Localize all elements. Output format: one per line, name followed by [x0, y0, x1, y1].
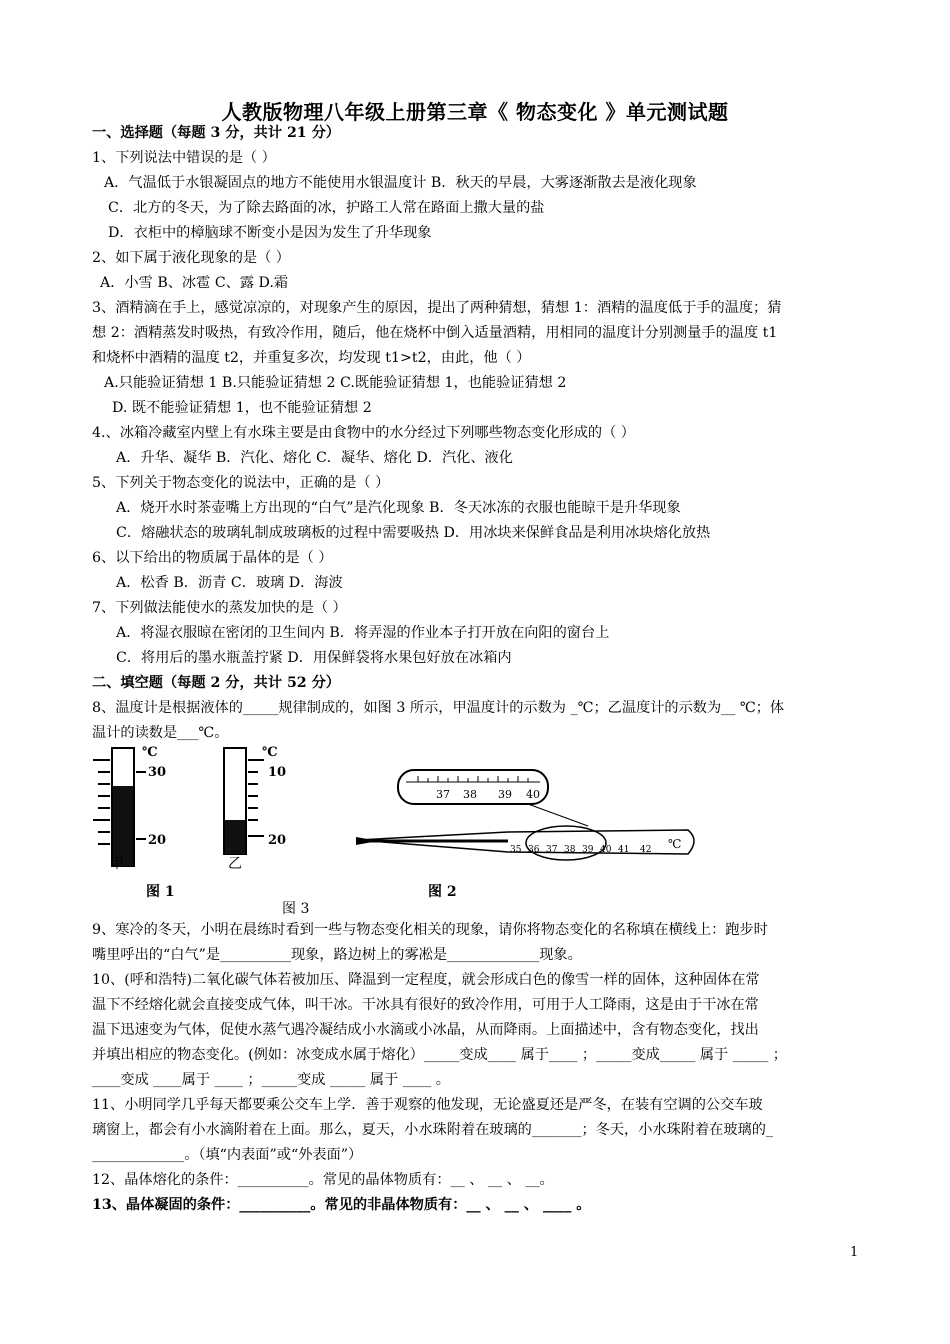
question-10-line-4: 并填出相应的物态变化。(例如：冰变成水属于熔化）_____变成____ 属于____ ；_____变成_____ 属于 _____ ；: [92, 1047, 787, 1063]
body-tick-42: 42: [640, 845, 652, 855]
body-tick-36: 36: [528, 845, 540, 855]
question-8-line-2: 温计的读数是___℃。: [92, 725, 229, 741]
clinical-thermometer: [356, 770, 694, 860]
body-tick-40: 40: [600, 845, 612, 855]
question-9-line-2: 嘴里呼出的“白气”是__________现象，路边树上的雾凇是_____________现象。: [92, 947, 582, 963]
section-1-heading: 一、选择题（每题 3 分，共计 21 分）: [92, 125, 340, 141]
q3-options-abc: A.只能验证猜想 1 B.只能验证猜想 2 C.既能验证猜想 1，也能验证猜想 2: [104, 375, 567, 391]
figure-1-label: 图 1: [146, 884, 175, 900]
body-tick-35: 35: [510, 845, 522, 855]
yi-unit: ℃: [262, 745, 278, 760]
section-2-heading: 二、填空题（每题 2 分，共计 52 分）: [92, 675, 340, 691]
question-3-line-2: 想 2：酒精蒸发时吸热，有致冷作用，随后，他在烧杯中倒入适量酒精，用相同的温度计分别测量手的温度 t1: [92, 325, 778, 341]
figure-caption: 图 3: [282, 901, 310, 917]
jia-unit: ℃: [142, 745, 158, 760]
question-3-line-1: 3、酒精滴在手上，感觉凉凉的，对现象产生的原因，提出了两种猜想，猜想 1：酒精的温度低于手的温度；猜: [92, 300, 782, 316]
question-3-line-3: 和烧杯中酒精的温度 t2，并重复多次，均发现 t1>t2，由此，他（ ）: [92, 350, 531, 366]
body-tick-38: 38: [564, 845, 576, 855]
question-11-line-2: 璃窗上，都会有小水滴附着在上面。那么，夏天，小水珠附着在玻璃的_______；冬天，小水珠附着在玻璃的_: [92, 1122, 774, 1138]
question-1: 1、下列说法中错误的是（ ）: [92, 150, 276, 166]
body-tick-37: 37: [546, 845, 558, 855]
body-tick-41: 41: [618, 845, 630, 855]
q4-options: A．升华、凝华 B．汽化、熔化 C．凝华、熔化 D．汽化、液化: [116, 450, 513, 466]
q1-option-c: C．北方的冬天，为了除去路面的冰，护路工人常在路面上撒大量的盐: [108, 200, 545, 216]
body-tick-39: 39: [582, 845, 594, 855]
jia-bottom-label: 20: [148, 833, 167, 848]
q3-option-d: D. 既不能验证猜想 1，也不能验证猜想 2: [112, 400, 372, 416]
q7-options-cd: C．将用后的墨水瓶盖拧紧 D．用保鲜袋将水果包好放在冰箱内: [116, 650, 512, 666]
q1-option-d: D．衣柜中的樟脑球不断变小是因为发生了升华现象: [108, 225, 432, 241]
thermometer-figure: [88, 740, 708, 900]
question-13: 13、晶体凝固的条件：__________。常见的非晶体物质有：__ 、 __ 、 ____ 。: [92, 1197, 591, 1213]
question-4: 4.、冰箱冷藏室内壁上有水珠主要是由食物中的水分经过下列哪些物态变化形成的（ ）: [92, 425, 635, 441]
yi-name: 乙: [228, 856, 242, 872]
zoom-tick-40: 40: [526, 788, 540, 801]
question-11-line-3: _____________。（填“内表面”或“外表面”）: [92, 1147, 363, 1163]
thermometer-yi: [224, 745, 286, 872]
q6-options: A．松香 B．沥青 C．玻璃 D．海波: [116, 575, 343, 591]
zoom-tick-39: 39: [498, 788, 512, 801]
body-unit: ℃: [668, 837, 682, 851]
thermometer-jia: [93, 745, 166, 872]
q1-options-ab: A．气温低于水银凝固点的地方不能使用水银温度计 B．秋天的早晨，大雾逐渐散去是液化现象: [104, 175, 697, 191]
question-5: 5、下列关于物态变化的说法中，正确的是（ ）: [92, 475, 390, 491]
page-number: 1: [850, 1245, 859, 1260]
question-12: 12、晶体熔化的条件：__________。常见的晶体物质有：__ 、 __ 、 __。: [92, 1172, 554, 1188]
page-title: 人教版物理八年级上册第三章《 物态变化 》单元测试题: [221, 100, 729, 124]
question-10-line-5: ____变成 ____属于 ____ ；_____变成 _____ 属于 ____ 。: [92, 1072, 450, 1088]
jia-top-label: 30: [148, 765, 167, 780]
figure-2-label: 图 2: [428, 884, 457, 900]
question-9-line-1: 9、寒冷的冬天，小明在晨练时看到一些与物态变化相关的现象，请你将物态变化的名称填在横线上：跑步时: [92, 922, 768, 938]
q5-options-cd: C．熔融状态的玻璃轧制成玻璃板的过程中需要吸热 D．用冰块来保鲜食品是利用冰块熔化放热: [116, 525, 711, 541]
q2-options: A．小雪 B、冰雹 C、露 D.霜: [100, 275, 289, 291]
question-10-line-2: 温下不经熔化就会直接变成气体，叫干冰。干冰具有很好的致冷作用，可用于人工降雨，这是由于干冰在常: [92, 997, 759, 1013]
question-10-line-1: 10、(呼和浩特)二氧化碳气体若被加压、降温到一定程度，就会形成白色的像雪一样的固体，这种固体在常: [92, 972, 760, 988]
jia-name: 甲: [110, 856, 124, 872]
question-10-line-3: 温下迅速变为气体，促使水蒸气遇冷凝结成小水滴或小冰晶，从而降雨。上面描述中，含有物态变化，找出: [92, 1022, 759, 1038]
question-6: 6、以下给出的物质属于晶体的是（ ）: [92, 550, 333, 566]
q7-options-ab: A．将湿衣服晾在密闭的卫生间内 B．将弄湿的作业本子打开放在向阳的窗台上: [116, 625, 610, 641]
question-8-line-1: 8、温度计是根据液体的_____规律制成的，如图 3 所示，甲温度计的示数为 _℃；乙温度计的示数为__ ℃；体: [92, 700, 785, 716]
yi-top-label: 10: [268, 765, 287, 780]
question-2: 2、如下属于液化现象的是（ ）: [92, 250, 290, 266]
yi-bottom-label: 20: [268, 833, 287, 848]
question-7: 7、下列做法能使水的蒸发加快的是（ ）: [92, 600, 347, 616]
question-11-line-1: 11、小明同学几乎每天都要乘公交车上学．善于观察的他发现，无论盛夏还是严冬，在装有空调的公交车玻: [92, 1097, 763, 1113]
zoom-tick-37: 37: [436, 788, 450, 801]
zoom-tick-38: 38: [463, 788, 477, 801]
q5-options-ab: A．烧开水时茶壶嘴上方出现的“白气”是汽化现象 B．冬天冰冻的衣服也能晾干是升华现象: [116, 500, 681, 516]
